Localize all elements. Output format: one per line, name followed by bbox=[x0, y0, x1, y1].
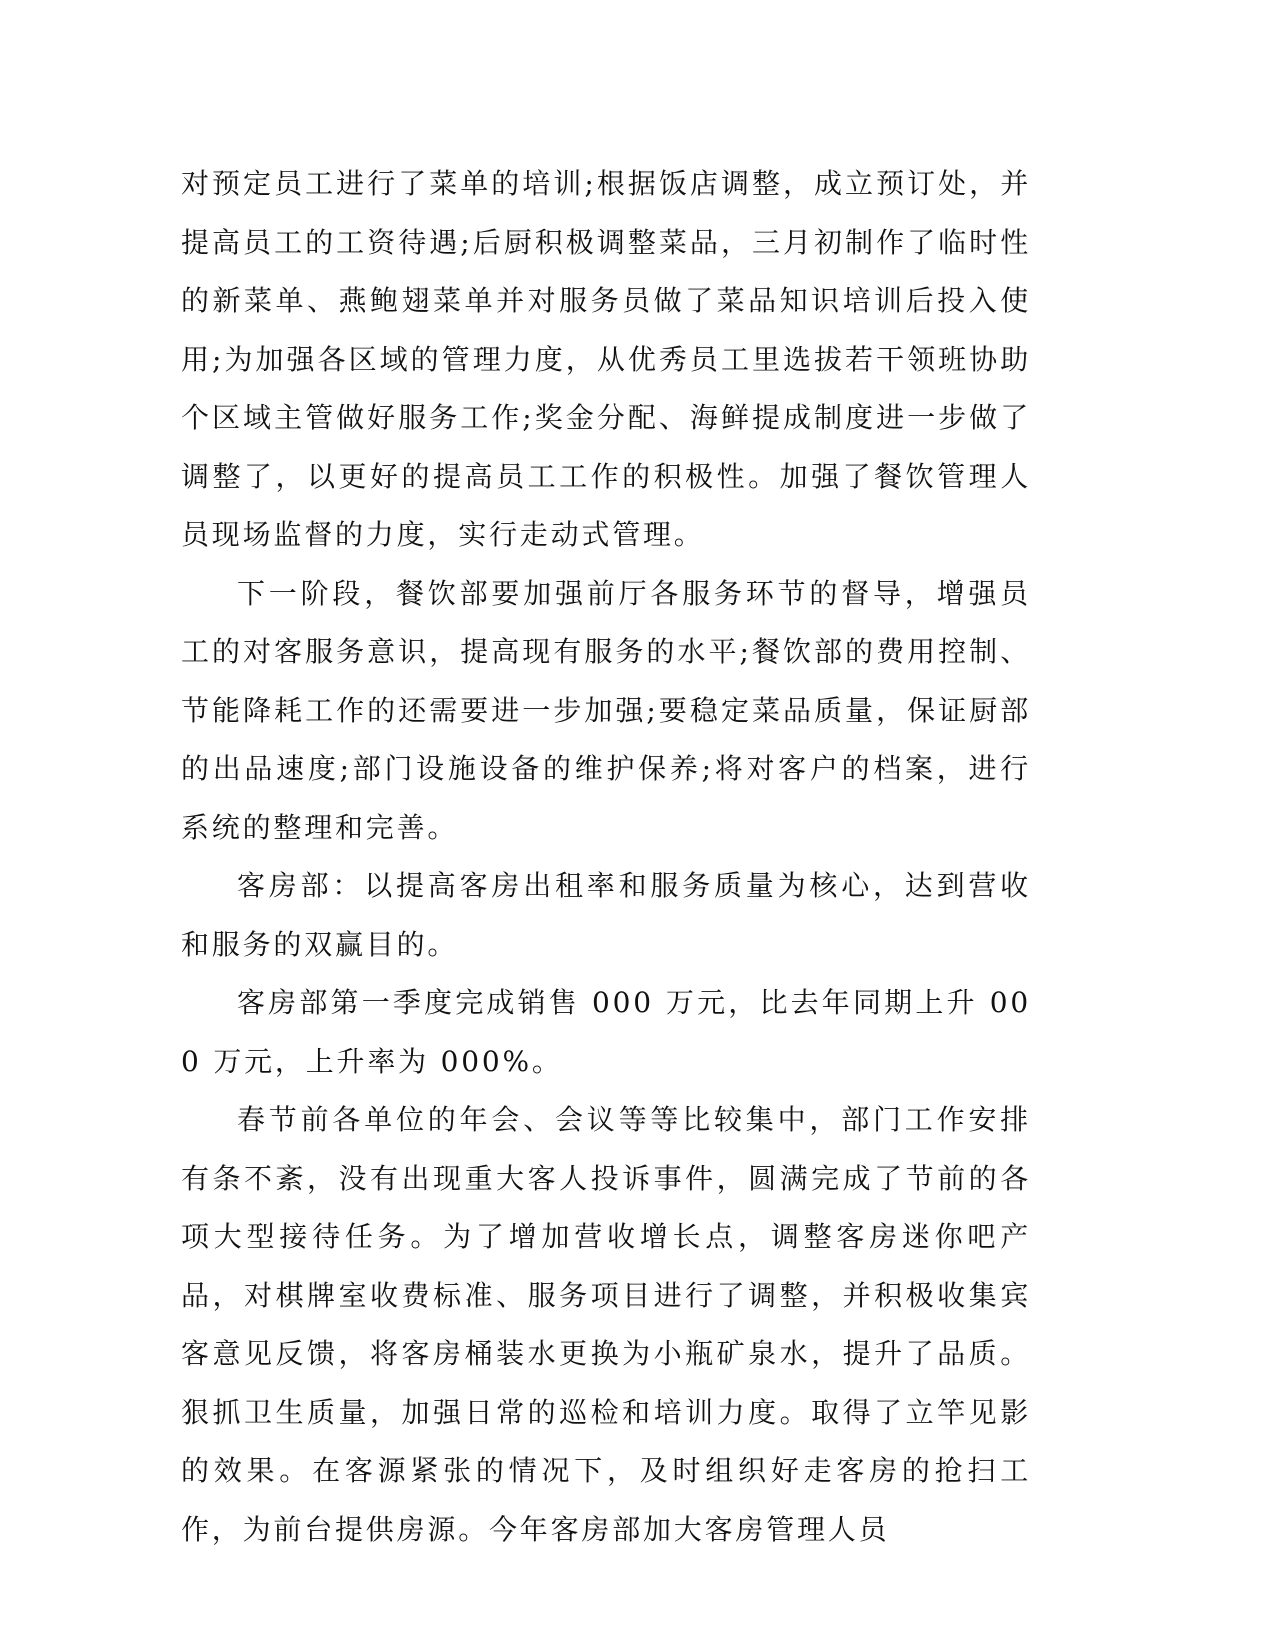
document-body bbox=[181, 155, 1031, 1559]
paragraph-catering-training: 对预定员工进行了菜单的培训;根据饭店调整，成立预订处，并提高员工的工资待遇;后厨积极调整菜品，三月初制作了临时性的新菜单、燕鲍翅菜单并对服务员做了菜品知识培训后投入使用;为加强各区域的管理力度，从优秀员工里选拔若干领班协助个区域主管做好服务工作;奖金分配、海鲜提成制度进一步做了调整了，以更好的提高员工工作的积极性。加强了餐饮管理人员现场监督的力度，实行走动式管理。 bbox=[181, 167, 1031, 551]
paragraph-catering-next-stage: 下一阶段，餐饮部要加强前厅各服务环节的督导，增强员工的对客服务意识，提高现有服务的水平;餐饮部的费用控制、节能降耗工作的还需要进一步加强;要稳定菜品质量，保证厨部的出品速度;部门设施设备的维护保养;将对客户的档案，进行系统的整理和完善。 bbox=[181, 576, 1031, 844]
paragraph-housekeeping-goal: 客房部：以提高客房出租率和服务质量为核心，达到营收和服务的双赢目的。 bbox=[181, 869, 1031, 961]
paragraph-housekeeping-sales: 客房部第一季度完成销售 000 万元，比去年同期上升 000 万元，上升率为 000%。 bbox=[181, 986, 1031, 1078]
paragraph-housekeeping-spring-festival: 春节前各单位的年会、会议等等比较集中，部门工作安排有条不紊，没有出现重大客人投诉事件，圆满完成了节前的各项大型接待任务。为了增加营收增长点，调整客房迷你吧产品，对棋牌室收费标准、服务项目进行了调整，并积极收集宾客意见反馈，将客房桶装水更换为小瓶矿泉水，提升了品质。狠抓卫生质量，加强日常的巡检和培训力度。取得了立竿见影的效果。在客源紧张的情况下，及时组织好走客房的抢扫工作，为前台提供房源。今年客房部加大客房管理人员 bbox=[181, 1103, 1031, 1546]
